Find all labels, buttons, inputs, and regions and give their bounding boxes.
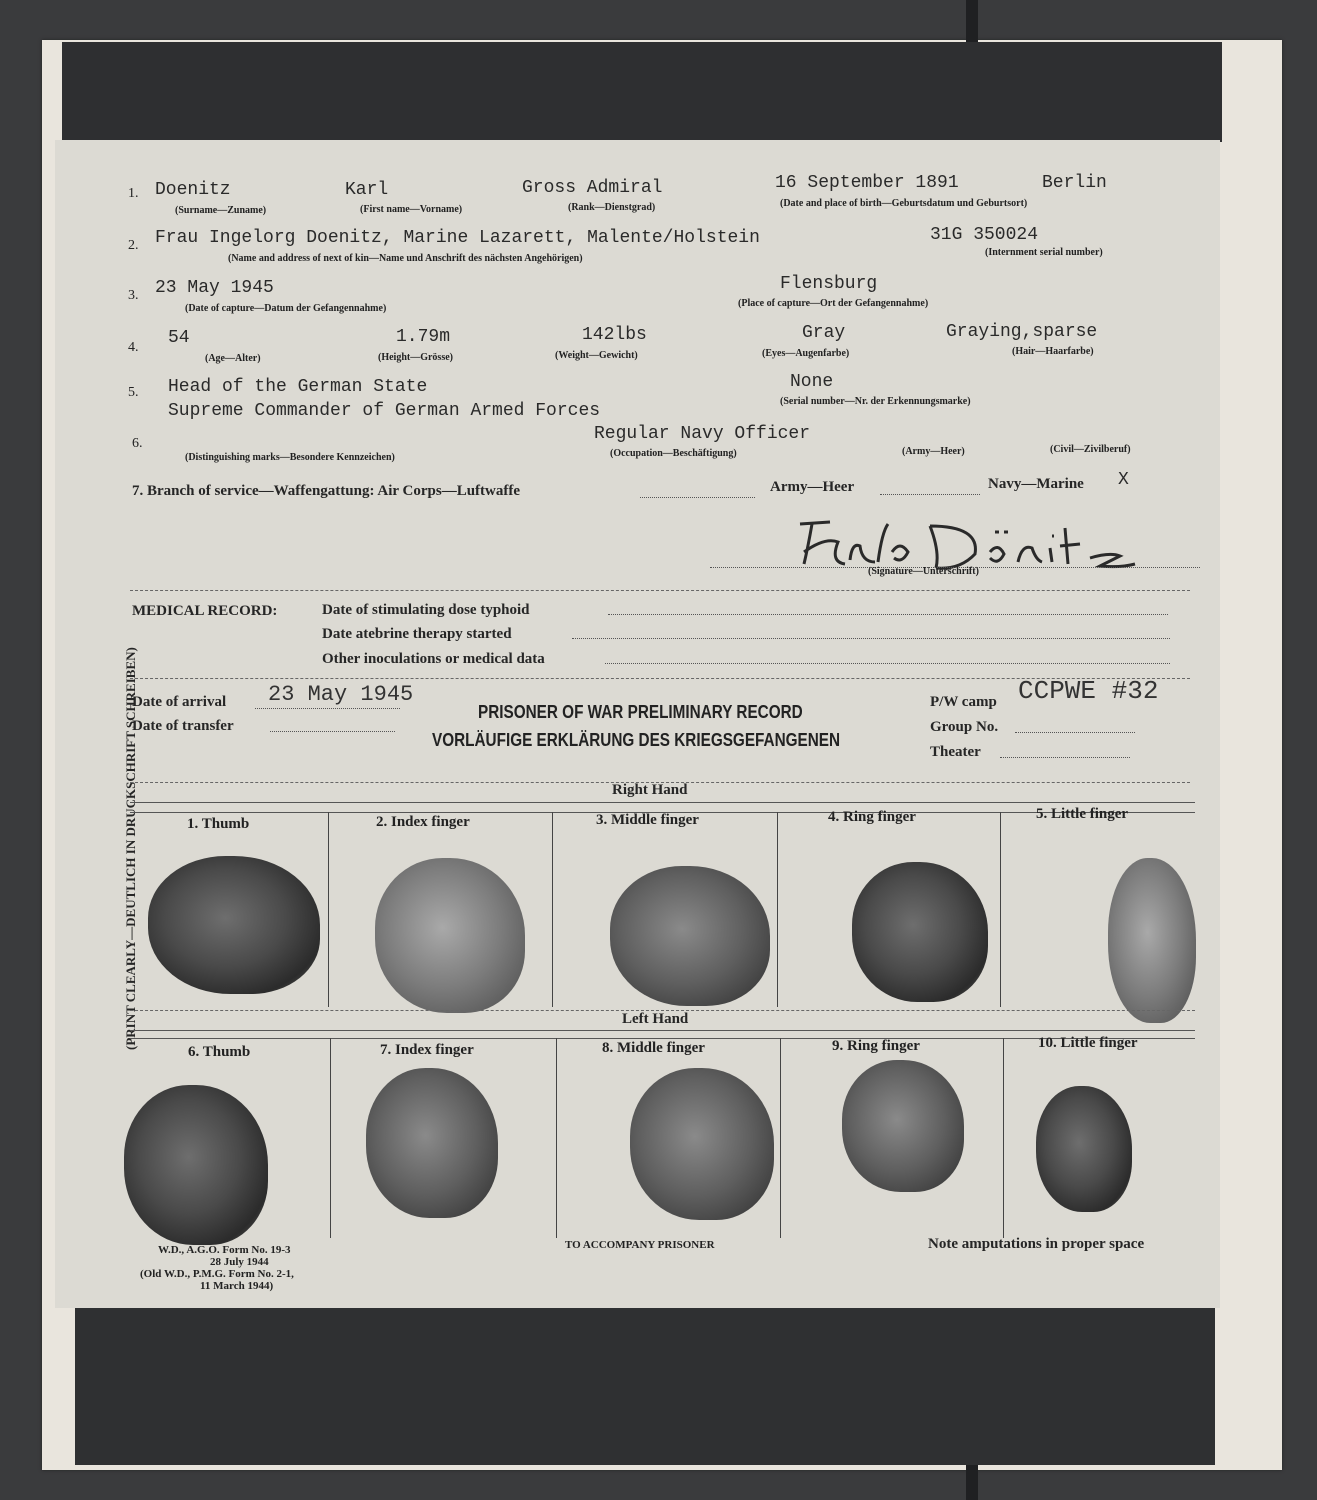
accompany-prisoner-note: TO ACCOMPANY PRISONER: [565, 1239, 715, 1251]
fingerprint-left-index: [366, 1068, 498, 1218]
fingerprint-right-little: [1108, 858, 1196, 1023]
row-number: 6.: [132, 436, 143, 451]
navy-mark: X: [1118, 470, 1129, 490]
row-number: 2.: [128, 238, 139, 253]
form-title-english: PRISONER OF WAR PRELIMINARY RECORD: [478, 702, 803, 722]
fingerprint-right-middle: [610, 866, 770, 1006]
occupation-label: (Occupation—Beschäftigung): [610, 448, 737, 459]
old-form-date: 11 March 1944): [200, 1280, 274, 1292]
pw-camp-value: CCPWE #32: [1018, 676, 1159, 706]
fingerprint-left-middle: [630, 1068, 774, 1220]
birth-date-value: 16 September 1891: [775, 173, 959, 193]
left-hand-label: Left Hand: [622, 1011, 689, 1027]
finger-label-right-middle: 3. Middle finger: [596, 812, 699, 828]
age-value: 54: [168, 328, 190, 348]
finger-label-left-middle: 8. Middle finger: [602, 1040, 705, 1056]
arrival-value: 23 May 1945: [268, 682, 414, 707]
hair-label: (Hair—Haarfarbe): [1012, 346, 1094, 357]
top-dark-band: [62, 42, 1222, 142]
capture-place-label: (Place of capture—Ort der Gefangennahme): [738, 298, 929, 309]
old-form-number: (Old W.D., P.M.G. Form No. 2-1,: [140, 1268, 294, 1280]
branch-of-service-label: 7. Branch of service—Waffengattung: Air Corps—Luftwaffe: [132, 483, 521, 499]
medical-record-title: MEDICAL RECORD:: [132, 603, 278, 619]
finger-label-right-index: 2. Index finger: [376, 814, 470, 830]
weight-value: 142lbs: [582, 325, 647, 345]
form-number: W.D., A.G.O. Form No. 19-3: [158, 1244, 291, 1256]
age-label: (Age—Alter): [205, 353, 261, 364]
rank-label: (Rank—Dienstgrad): [568, 202, 656, 213]
theater-label: Theater: [930, 744, 981, 760]
pw-camp-label: P/W camp: [930, 694, 997, 710]
right-hand-label: Right Hand: [612, 782, 688, 798]
bottom-dark-band: [75, 1305, 1215, 1465]
finger-label-left-index: 7. Index finger: [380, 1042, 474, 1058]
eyes-label: (Eyes—Augenfarbe): [762, 348, 850, 359]
signature-label: (Signature—Unterschrift): [868, 566, 979, 577]
internment-serial-label: (Internment serial number): [985, 247, 1103, 258]
fingerprint-right-thumb: [148, 856, 320, 994]
finger-label-right-ring: 4. Ring finger: [828, 809, 916, 825]
first-name-label: (First name—Vorname): [360, 204, 463, 215]
birth-place-value: Berlin: [1042, 173, 1107, 193]
finger-label-right-little: 5. Little finger: [1036, 806, 1129, 822]
first-name-value: Karl: [345, 180, 389, 200]
amputations-note: Note amputations in proper space: [928, 1236, 1145, 1252]
capture-date-label: (Date of capture—Datum der Gefangennahme): [185, 303, 387, 314]
row-number: 3.: [128, 288, 139, 303]
signature-image: [790, 512, 1210, 572]
capture-place-value: Flensburg: [780, 274, 878, 294]
navy-option: Navy—Marine: [988, 476, 1084, 492]
height-label: (Height—Grösse): [378, 352, 453, 363]
row-number: 4.: [128, 340, 139, 355]
surname-value: Doenitz: [155, 180, 231, 200]
fingerprint-left-thumb: [124, 1085, 268, 1245]
fingerprint-right-index: [375, 858, 525, 1013]
group-no-label: Group No.: [930, 719, 999, 735]
distinguishing-line-1: Head of the German State: [168, 377, 428, 397]
height-value: 1.79m: [396, 327, 451, 347]
surname-label: (Surname—Zuname): [175, 205, 267, 216]
form-title-german: VORLÄUFIGE ERKLÄRUNG DES KRIEGSGEFANGENEN: [432, 730, 841, 750]
occupation-value: Regular Navy Officer: [594, 424, 811, 444]
atebrine-label: Date atebrine therapy started: [322, 626, 512, 642]
distinguishing-label: (Distinguishing marks—Besondere Kennzeichen): [185, 452, 395, 463]
rank-value: Gross Admiral: [522, 178, 663, 198]
serial-number-value: None: [790, 372, 834, 392]
civil-label: (Civil—Zivilberuf): [1050, 444, 1131, 455]
fingerprint-left-ring: [842, 1060, 964, 1192]
transfer-label: Date of transfer: [132, 718, 234, 734]
serial-number-label: (Serial number—Nr. der Erkennungsmarke): [780, 396, 971, 407]
fingerprint-right-ring: [852, 862, 988, 1002]
side-instruction: (PRINT CLEARLY—DEUTLICH IN DRUCKSCHRIFT SCHREIBEN): [123, 647, 138, 1050]
finger-label-right-thumb: 1. Thumb: [187, 816, 250, 832]
distinguishing-line-2: Supreme Commander of German Armed Forces: [168, 401, 601, 421]
typhoid-label: Date of stimulating dose typhoid: [322, 602, 530, 618]
row-number: 1.: [128, 186, 139, 201]
finger-label-left-thumb: 6. Thumb: [188, 1044, 251, 1060]
army-option: Army—Heer: [770, 479, 855, 495]
hair-value: Graying,sparse: [946, 322, 1098, 342]
eyes-value: Gray: [802, 323, 846, 343]
internment-serial-value: 31G 350024: [930, 225, 1039, 245]
form-date: 28 July 1944: [210, 1256, 269, 1268]
next-of-kin-label: (Name and address of next of kin—Name und Anschrift des nächsten Angehörigen): [228, 253, 583, 264]
row-number: 5.: [128, 385, 139, 400]
weight-label: (Weight—Gewicht): [555, 350, 638, 361]
army-label: (Army—Heer): [902, 446, 965, 457]
birth-label: (Date and place of birth—Geburtsdatum und Geburtsort): [780, 198, 1028, 209]
finger-label-left-ring: 9. Ring finger: [832, 1038, 920, 1054]
capture-date-value: 23 May 1945: [155, 278, 274, 298]
next-of-kin-value: Frau Ingelorg Doenitz, Marine Lazarett, Malente/Holstein: [155, 228, 760, 248]
fingerprint-left-little: [1036, 1086, 1132, 1212]
arrival-label: Date of arrival: [132, 694, 227, 710]
other-medical-label: Other inoculations or medical data: [322, 651, 545, 667]
finger-label-left-little: 10. Little finger: [1038, 1035, 1138, 1051]
